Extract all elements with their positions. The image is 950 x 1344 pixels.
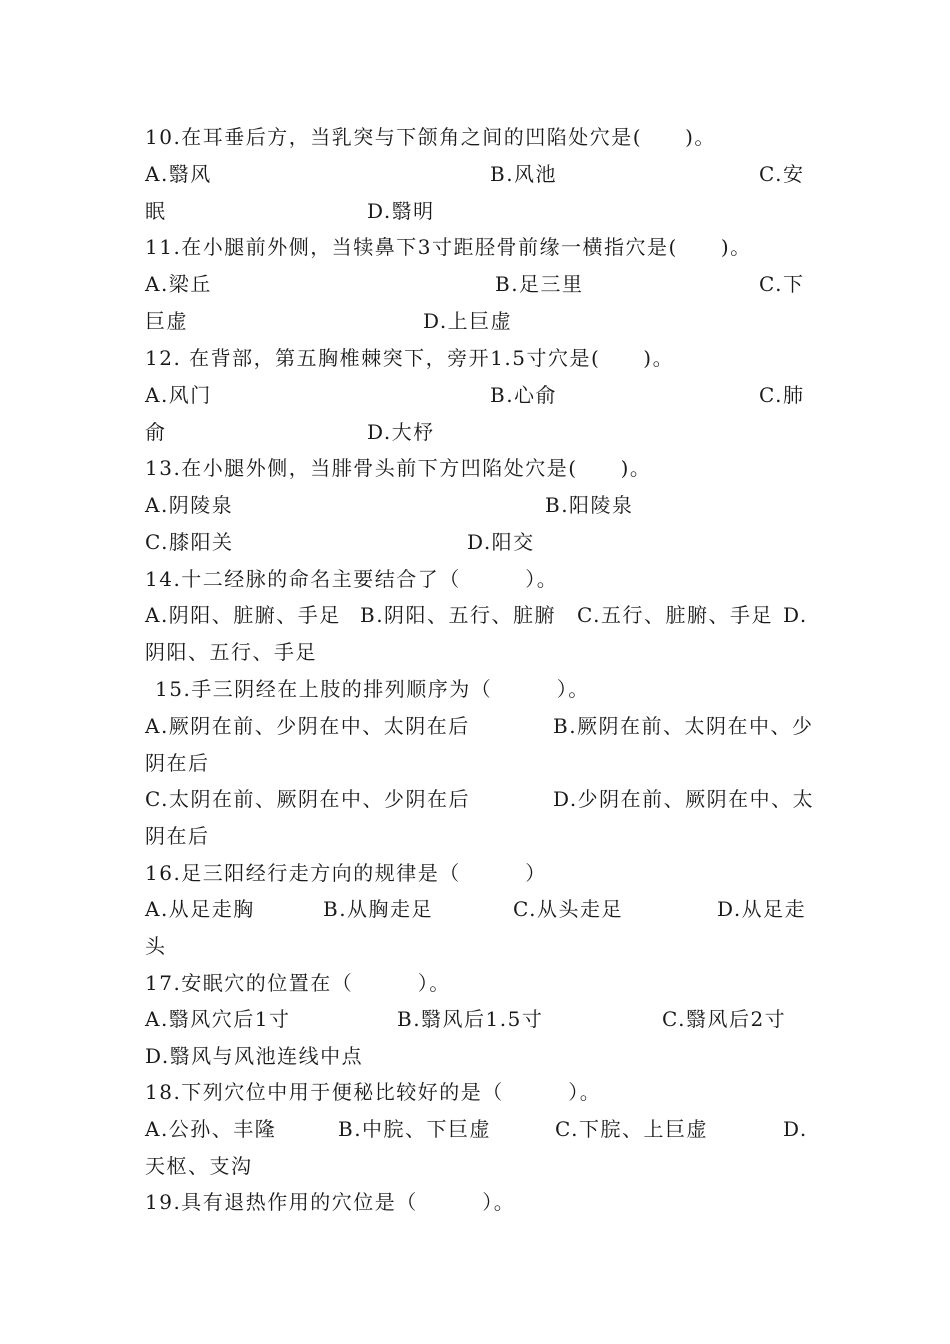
- option-d: D.翳风与风池连线中点: [145, 1044, 364, 1068]
- question-text: 15.手三阴经在上肢的排列顺序为（ ）。: [155, 677, 590, 701]
- option-b: B.阳陵泉: [545, 493, 634, 517]
- option-c-cont: 俞: [145, 420, 167, 444]
- option-a: A.阴陵泉: [145, 493, 234, 517]
- options-11-cont: [145, 306, 807, 336]
- option-c: C.翳风后2寸: [662, 1007, 787, 1031]
- options-17: [145, 1004, 807, 1034]
- question-12: [145, 343, 807, 373]
- option-b: B.阴阳、五行、脏腑: [360, 603, 557, 627]
- option-b: B.足三里: [495, 272, 584, 296]
- options-13-cont: [145, 527, 807, 557]
- option-d: D.上巨虚: [423, 309, 513, 333]
- question-text: 14.十二经脉的命名主要结合了（ ）。: [145, 567, 559, 591]
- option-c: C.下脘、上巨虚: [555, 1117, 708, 1141]
- option-d-cont: 阴阳、五行、手足: [145, 640, 317, 664]
- option-d: D.: [783, 603, 808, 627]
- question-11: [145, 232, 807, 262]
- question-13: [145, 453, 807, 483]
- option-a: A.翳风: [145, 162, 212, 186]
- option-d-cont: 阴在后: [145, 824, 210, 848]
- option-d: D.少阴在前、厥阴在中、太: [553, 787, 815, 811]
- option-b: B.翳风后1.5寸: [397, 1007, 544, 1031]
- option-d: D.大杼: [367, 420, 435, 444]
- question-14: [145, 564, 807, 594]
- question-text: 19.具有退热作用的穴位是（ ）。: [145, 1190, 516, 1214]
- option-b: B.心俞: [490, 383, 558, 407]
- options-13: [145, 490, 807, 520]
- option-a: A.公孙、丰隆: [145, 1117, 277, 1141]
- option-a: A.厥阴在前、少阴在中、太阴在后: [145, 714, 470, 738]
- option-d-cont: 头: [145, 934, 167, 958]
- option-b-cont: 阴在后: [145, 751, 210, 775]
- question-10: [145, 122, 807, 152]
- option-a: A.从足走胸: [145, 897, 255, 921]
- options-15-cont: [145, 748, 807, 778]
- question-text: 11.在小腿前外侧，当犊鼻下3寸距胫骨前缘一横指穴是( )。: [145, 235, 752, 259]
- option-c: C.肺: [759, 383, 805, 407]
- question-16: [145, 858, 807, 888]
- options-14: [145, 600, 807, 630]
- question-text: 16.足三阳经行走方向的规律是（ ）: [145, 861, 547, 885]
- option-c: C.下: [759, 272, 805, 296]
- options-10-cont: [145, 196, 807, 226]
- question-text: 13.在小腿外侧，当腓骨头前下方凹陷处穴是( )。: [145, 456, 652, 480]
- option-b: B.风池: [490, 162, 558, 186]
- question-text: 18.下列穴位中用于便秘比较好的是（ ）。: [145, 1080, 602, 1104]
- option-d-cont: 天枢、支沟: [145, 1154, 253, 1178]
- options-18: [145, 1114, 807, 1144]
- question-17: [145, 968, 807, 998]
- option-a: A.风门: [145, 383, 212, 407]
- option-d: D.翳明: [367, 199, 435, 223]
- question-18: [145, 1077, 807, 1107]
- options-14-cont: [145, 637, 807, 667]
- question-15: [145, 674, 807, 704]
- option-b: B.厥阴在前、太阴在中、少: [553, 714, 814, 738]
- options-15: [145, 711, 814, 741]
- option-c: C.安: [759, 162, 805, 186]
- option-c-cont: 巨虚: [145, 309, 188, 333]
- option-a: A.翳风穴后1寸: [145, 1007, 291, 1031]
- option-c: C.五行、脏腑、手足: [577, 603, 773, 627]
- option-a: A.梁丘: [145, 272, 212, 296]
- options-15-cd: [145, 784, 815, 814]
- options-12: [145, 380, 807, 410]
- options-11: [145, 269, 807, 299]
- question-text: 12. 在背部，第五胸椎棘突下，旁开1.5寸穴是( )。: [145, 346, 675, 370]
- option-c: C.从头走足: [513, 897, 623, 921]
- option-a: A.阴阳、脏腑、手足: [145, 603, 341, 627]
- options-16-cont: [145, 931, 807, 961]
- options-16: [145, 894, 807, 924]
- question-text: 10.在耳垂后方，当乳突与下颌角之间的凹陷处穴是( )。: [145, 125, 716, 149]
- options-12-cont: [145, 417, 807, 447]
- options-15-cd-cont: [145, 821, 807, 851]
- option-c: C.太阴在前、厥阴在中、少阴在后: [145, 787, 470, 811]
- option-d: D.阳交: [467, 530, 535, 554]
- option-d: D.从足走: [717, 897, 807, 921]
- question-19: [145, 1187, 807, 1217]
- options-18-cont: [145, 1151, 807, 1181]
- option-d: D.: [783, 1117, 808, 1141]
- options-10: [145, 159, 807, 189]
- question-text: 17.安眠穴的位置在（ ）。: [145, 971, 451, 995]
- option-c-cont: 眠: [145, 199, 167, 223]
- options-17-cont: [145, 1041, 807, 1071]
- option-c: C.膝阳关: [145, 530, 234, 554]
- option-b: B.从胸走足: [323, 897, 434, 921]
- option-b: B.中脘、下巨虚: [338, 1117, 492, 1141]
